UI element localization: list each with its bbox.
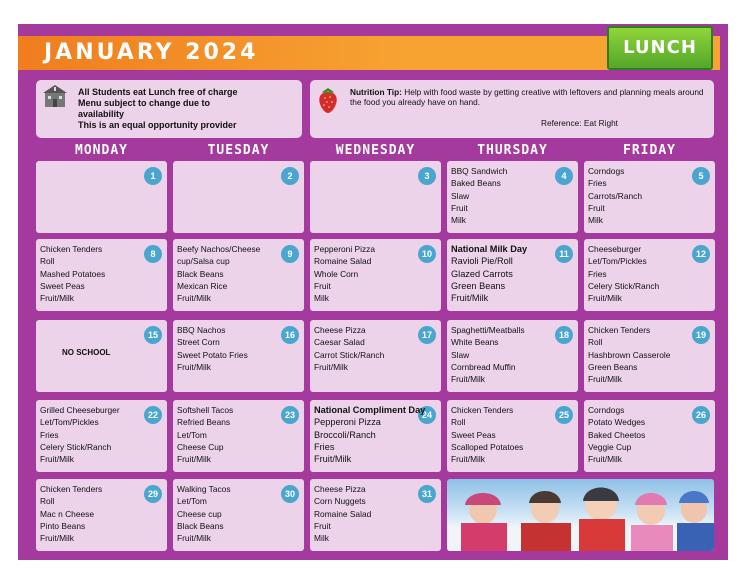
menu-item: BBQ Nachos	[177, 325, 226, 335]
day-cell	[584, 320, 715, 392]
menu-item: Roll	[451, 417, 466, 428]
menu-list	[177, 483, 231, 544]
date-badge: 12	[692, 245, 710, 263]
menu-item: Corn Nuggets	[314, 496, 366, 507]
day-cell	[36, 320, 167, 392]
menu-item: Fruit/Milk	[177, 361, 211, 372]
menu-item: Fries	[314, 441, 335, 452]
day-cell	[173, 479, 304, 551]
day-cell	[447, 320, 578, 392]
menu-item: Mashed Potatoes	[40, 268, 106, 279]
menu-item: Milk	[451, 215, 466, 226]
menu-item: Black Beans	[177, 520, 224, 531]
day-cell	[173, 320, 304, 392]
date-badge: 31	[418, 485, 436, 503]
menu-item: Slaw	[451, 190, 470, 201]
menu-item: Cheeseburger	[588, 244, 642, 254]
menu-item: Fruit/Milk	[451, 293, 489, 304]
menu-item: National Milk Day	[451, 244, 528, 254]
menu-item: Fruit/Milk	[588, 293, 622, 304]
day-cell	[584, 400, 715, 472]
day-header-friday: FRIDAY	[623, 143, 676, 158]
day-header-thursday: THURSDAY	[477, 143, 548, 158]
menu-item: Fries	[40, 429, 59, 440]
strawberry-icon	[316, 86, 340, 114]
date-badge: 17	[418, 326, 436, 344]
day-cell	[310, 161, 441, 233]
date-badge: 10	[418, 245, 436, 263]
menu-item: Grilled Cheeseburger	[40, 405, 120, 415]
menu-item: Milk	[588, 215, 603, 226]
menu-item: Fruit/Milk	[451, 454, 485, 465]
menu-list	[314, 404, 425, 465]
menu-item: Fruit/Milk	[40, 454, 74, 465]
menu-list	[177, 243, 260, 304]
date-badge: 29	[144, 485, 162, 503]
menu-item: Milk	[314, 293, 329, 304]
menu-item: Black Beans	[177, 268, 224, 279]
menu-item: Fruit/Milk	[40, 293, 74, 304]
day-cell	[173, 239, 304, 311]
menu-list	[588, 243, 659, 304]
menu-item: Broccoli/Ranch	[314, 429, 376, 440]
menu-item: Mexican Rice	[177, 280, 228, 291]
menu-item: Celery Stick/Ranch	[588, 280, 660, 291]
menu-item: Pepperoni Pizza	[314, 417, 381, 428]
menu-list	[177, 324, 248, 373]
day-cell	[447, 400, 578, 472]
date-badge: 22	[144, 406, 162, 424]
date-badge: 4	[555, 167, 573, 185]
menu-item: White Beans	[451, 337, 499, 348]
menu-item: Fruit	[451, 202, 468, 213]
menu-item: Fruit	[588, 202, 605, 213]
day-cell	[173, 161, 304, 233]
menu-item: Carrots/Ranch	[588, 190, 642, 201]
menu-item: Veggie Cup	[588, 441, 632, 452]
page-title: JANUARY 2024	[44, 40, 259, 65]
menu-item: Milk	[314, 533, 329, 544]
info-line: Menu subject to change due to	[78, 98, 211, 108]
menu-item: Mac n Cheese	[40, 508, 94, 519]
day-cell	[36, 239, 167, 311]
day-cell	[310, 479, 441, 551]
menu-item: Roll	[40, 256, 55, 267]
day-cell	[447, 161, 578, 233]
menu-list	[451, 404, 523, 465]
info-line: availability	[78, 109, 125, 119]
date-badge: 3	[418, 167, 436, 185]
day-cell	[584, 239, 715, 311]
menu-item: Fruit/Milk	[314, 361, 348, 372]
menu-list	[451, 165, 507, 226]
menu-item: Baked Beans	[451, 178, 501, 189]
menu-item: Scalloped Potatoes	[451, 441, 524, 452]
menu-item: Corndogs	[588, 405, 625, 415]
menu-item: Glazed Carrots	[451, 268, 513, 279]
date-badge: 16	[281, 326, 299, 344]
day-cell	[36, 400, 167, 472]
menu-item: Fruit/Milk	[177, 533, 211, 544]
menu-list	[588, 324, 670, 385]
day-cell	[173, 400, 304, 472]
day-header-tuesday: TUESDAY	[207, 143, 270, 158]
date-badge: 25	[555, 406, 573, 424]
menu-item: Pepperoni Pizza	[314, 244, 375, 254]
tip-reference: Reference: Eat Right	[540, 118, 618, 128]
menu-item: Cheese cup	[177, 508, 222, 519]
menu-item: Fruit/Milk	[588, 374, 622, 385]
menu-item: Fruit/Milk	[40, 533, 74, 544]
menu-item: Cheese Pizza	[314, 325, 366, 335]
menu-item: Roll	[40, 496, 55, 507]
menu-item: Hashbrown Casserole	[588, 349, 671, 360]
day-header-wednesday: WEDNESDAY	[335, 143, 416, 158]
menu-list	[40, 404, 120, 465]
date-badge: 23	[281, 406, 299, 424]
info-line: All Students eat Lunch free of charge	[78, 87, 238, 97]
menu-list	[314, 483, 371, 544]
info-line: This is an equal opportunity provider	[78, 120, 237, 130]
menu-item: Romaine Salad	[314, 508, 372, 519]
date-badge: 26	[692, 406, 710, 424]
menu-list	[588, 404, 645, 465]
menu-item: Let/Tom	[177, 496, 207, 507]
menu-item: Walking Tacos	[177, 484, 231, 494]
menu-item: Celery Stick/Ranch	[40, 441, 112, 452]
menu-item: Fruit/Milk	[177, 454, 211, 465]
menu-item: Slaw	[451, 349, 470, 360]
menu-item: National Compliment Day	[314, 405, 426, 415]
menu-item: Street Corn	[177, 337, 220, 348]
menu-item: Fruit	[314, 520, 331, 531]
menu-item: Caesar Salad	[314, 337, 365, 348]
info-box-policy	[36, 80, 302, 138]
date-badge: 19	[692, 326, 710, 344]
menu-item: BBQ Sandwich	[451, 166, 508, 176]
menu-item: Cheese Pizza	[314, 484, 366, 494]
info-box-nutrition-tip	[310, 80, 714, 138]
menu-item: Spaghetti/Meatballs	[451, 325, 525, 335]
menu-item: Chicken Tenders	[40, 244, 103, 254]
tip-text: Help with food waste by getting creative with leftovers and planning meals around the food you already have on hand.	[350, 87, 704, 107]
day-header-monday: MONDAY	[75, 143, 128, 158]
menu-list	[40, 243, 105, 304]
date-badge: 1	[144, 167, 162, 185]
menu-list	[177, 404, 233, 465]
menu-list	[588, 165, 642, 226]
lunch-badge: LUNCH	[607, 26, 713, 70]
menu-item: Fries	[588, 178, 607, 189]
menu-list	[40, 483, 102, 544]
date-badge: 5	[692, 167, 710, 185]
no-school-label: NO SCHOOL	[62, 348, 111, 357]
menu-item: Softshell Tacos	[177, 405, 234, 415]
day-cell	[310, 400, 441, 472]
menu-item: Let/Tom/Pickles	[588, 256, 647, 267]
school-icon	[42, 84, 68, 108]
tip-label: Nutrition Tip:	[350, 87, 402, 97]
menu-item: Let/Tom	[177, 429, 207, 440]
menu-item: Cornbread Muffin	[451, 361, 516, 372]
menu-list	[314, 243, 375, 304]
menu-item: Chicken Tenders	[588, 325, 651, 335]
menu-item: Sweet Potato Fries	[177, 349, 248, 360]
date-badge: 9	[281, 245, 299, 263]
menu-item: Fruit/Milk	[314, 454, 352, 465]
menu-item: Sweet Peas	[451, 429, 496, 440]
menu-item: Let/Tom/Pickles	[40, 417, 99, 428]
menu-item: Corndogs	[588, 166, 625, 176]
day-cell	[310, 320, 441, 392]
date-badge: 2	[281, 167, 299, 185]
menu-item: Romaine Salad	[314, 256, 372, 267]
menu-item: Beefy Nachos/Cheese	[177, 244, 261, 254]
day-cell	[447, 239, 578, 311]
menu-item: cup/Salsa cup	[177, 256, 230, 267]
menu-item: Fruit/Milk	[451, 374, 485, 385]
menu-item: Fruit/Milk	[588, 454, 622, 465]
menu-item: Green Beans	[588, 361, 638, 372]
day-cell	[310, 239, 441, 311]
menu-item: Green Beans	[451, 280, 506, 291]
date-badge: 8	[144, 245, 162, 263]
menu-item: Chicken Tenders	[451, 405, 514, 415]
menu-item: Sweet Peas	[40, 280, 85, 291]
menu-list	[451, 243, 527, 304]
date-badge: 11	[555, 245, 573, 263]
date-badge: 15	[144, 326, 162, 344]
kids-in-snow-photo	[447, 479, 714, 551]
menu-item: Ravioli Pie/Roll	[451, 256, 513, 267]
menu-item: Baked Cheetos	[588, 429, 646, 440]
date-badge: 24	[418, 406, 436, 424]
date-badge: 18	[555, 326, 573, 344]
menu-list	[451, 324, 525, 385]
menu-item: Cheese Cup	[177, 441, 224, 452]
menu-item: Pinto Beans	[40, 520, 86, 531]
menu-item: Fries	[588, 268, 607, 279]
menu-item: Roll	[588, 337, 603, 348]
menu-list	[314, 324, 384, 373]
day-cell	[584, 161, 715, 233]
menu-item: Potato Wedges	[588, 417, 646, 428]
date-badge: 30	[281, 485, 299, 503]
menu-item: Whole Corn	[314, 268, 359, 279]
day-cell	[36, 161, 167, 233]
menu-item: Fruit/Milk	[177, 293, 211, 304]
menu-item: Refried Beans	[177, 417, 231, 428]
menu-item: Fruit	[314, 280, 331, 291]
day-cell	[36, 479, 167, 551]
menu-item: Chicken Tenders	[40, 484, 103, 494]
menu-item: Carrot Stick/Ranch	[314, 349, 385, 360]
